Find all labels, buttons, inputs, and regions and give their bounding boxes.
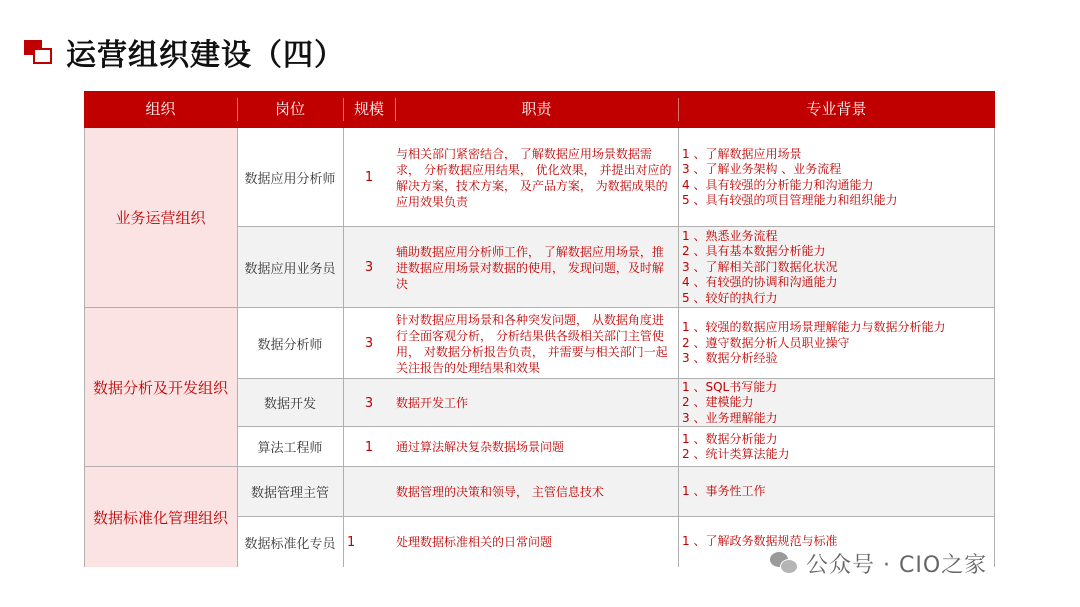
background-item: 2 、建模能力	[682, 395, 754, 410]
position-cell: 数据应用业务员	[237, 227, 343, 308]
background-cell	[678, 128, 995, 227]
background-item: 2 、遵守数据分析人员职业操守	[682, 335, 850, 350]
table-header	[84, 91, 995, 128]
background-cell	[678, 379, 995, 427]
background-item: 2 、具有基本数据分析能力	[682, 244, 826, 259]
page-title: 运营组织建设（四）	[66, 38, 345, 73]
background-item: 3 、业务理解能力	[682, 410, 778, 425]
background-item: 1 、了解政务数据规范与标准	[682, 534, 838, 549]
duty-cell: 辅助数据应用分析师工作， 了解数据应用场景，推进数据应用场景对数据的使用， 发现问题，及时解决	[396, 244, 664, 291]
background-item: 1 、了解数据应用场景	[682, 146, 802, 161]
position-cell: 算法工程师	[237, 427, 343, 467]
background-cell	[678, 467, 995, 517]
header-background: 专业背景	[806, 100, 867, 118]
background-item: 2 、统计类算法能力	[682, 447, 790, 461]
background-item: 1 、SQL书写能力	[682, 379, 778, 394]
position-cell: 数据标准化专员	[244, 536, 336, 552]
duty-cell: 数据开发工作	[396, 396, 469, 410]
header-duty: 职责	[521, 100, 552, 118]
duty-cell: 与相关部门紧密结合， 了解数据应用场景数据需求， 分析数据应用结果， 优化效果， 并提出对应的解决方案，技术方案， 及产品方案， 为数据成果的应用效果负责	[396, 146, 672, 209]
header-org: 组织	[145, 100, 176, 118]
duty-cell: 针对数据应用场景和各种突发问题， 从数据角度进行全面客观分析， 分析结果供各级相关部门主管使用， 对数据分析报告负责， 并需要与相关部门一起关注报告的处理结果和效果	[396, 312, 668, 375]
background-item: 5 、较好的执行力	[682, 290, 778, 305]
org-cell-business-ops: 业务运营组织	[84, 128, 237, 308]
org-cell-standardization: 数据标准化管理组织	[84, 467, 237, 567]
background-item: 4 、具有较强的分析能力和沟通能力	[682, 177, 874, 192]
scale-cell: 3	[364, 395, 374, 411]
scale-cell: 1	[364, 170, 374, 185]
position-cell: 数据应用分析师	[237, 128, 343, 227]
title-icon	[24, 40, 54, 64]
duty-cell: 数据管理的决策和领导， 主管信息技术	[396, 485, 604, 499]
background-cell	[678, 227, 995, 308]
duty-cell: 通过算法解决复杂数据场景问题	[396, 440, 565, 454]
duty-cell: 处理数据标准相关的日常问题	[396, 535, 553, 549]
watermark-text: 公众号 · CIO之家	[806, 552, 988, 578]
background-item: 3 、了解业务架构 、业务流程	[682, 162, 842, 176]
scale-cell: 1	[347, 534, 356, 550]
background-item: 4 、有较强的协调和沟通能力	[682, 275, 838, 290]
scale-cell: 3	[364, 336, 374, 351]
header-position: 岗位	[274, 100, 305, 118]
position-cell: 数据管理主管	[237, 467, 343, 517]
background-item: 1 、熟悉业务流程	[682, 228, 778, 243]
org-cell-analysis-dev: 数据分析及开发组织	[84, 308, 237, 467]
background-item: 1 、事务性工作	[682, 484, 766, 499]
scale-cell: 3	[364, 260, 374, 275]
position-cell: 数据分析师	[237, 308, 343, 379]
background-cell	[678, 427, 995, 467]
background-item: 1 、较强的数据应用场景理解能力与数据分析能力	[682, 320, 946, 335]
background-item: 1 、数据分析能力	[682, 431, 778, 446]
background-item: 5 、具有较强的项目管理能力和组织能力	[682, 193, 898, 207]
wechat-icon	[770, 552, 798, 574]
scale-cell: 1	[364, 439, 374, 455]
background-item: 3 、了解相关部门数据化状况	[682, 259, 838, 274]
header-scale: 规模	[353, 100, 384, 118]
background-item: 3 、数据分析经验	[682, 351, 778, 366]
watermark	[770, 548, 987, 578]
background-cell	[678, 308, 995, 379]
position-cell: 数据开发	[237, 379, 343, 427]
